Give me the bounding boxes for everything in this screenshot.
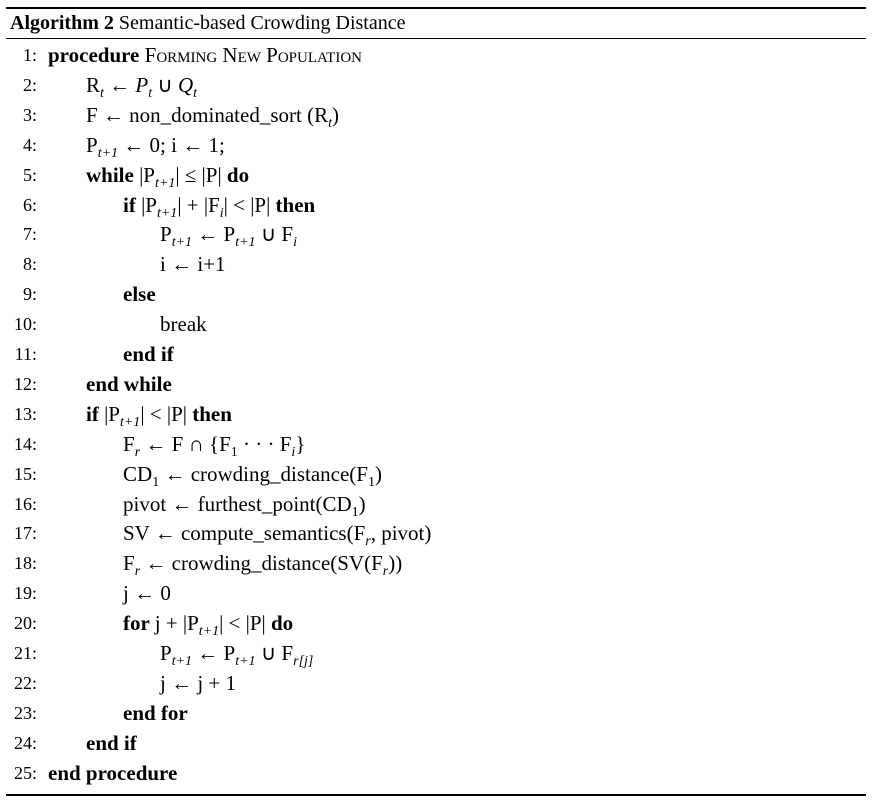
subscript: t bbox=[328, 115, 332, 131]
expression-text: P bbox=[160, 222, 172, 247]
expression-text: | + |F bbox=[177, 192, 220, 217]
expression-text: ← P bbox=[192, 641, 236, 665]
keyword: if bbox=[123, 192, 142, 217]
expression-text: CD bbox=[123, 461, 153, 486]
keyword: if bbox=[86, 401, 105, 426]
bottom-rule bbox=[6, 794, 866, 796]
line-number: 5: bbox=[22, 164, 37, 185]
line-number: 8: bbox=[22, 254, 37, 275]
expression-text: | < |P| bbox=[219, 611, 271, 636]
expression-text: ← P bbox=[192, 222, 236, 247]
expression-text: ← crowding_distance(SV(F bbox=[140, 551, 383, 576]
line-number: 21: bbox=[13, 643, 37, 663]
subscript: i bbox=[291, 444, 296, 460]
expression-text: break bbox=[160, 312, 207, 337]
expression-text: pivot ← furthest_point(CD bbox=[123, 491, 352, 516]
keyword: do bbox=[226, 162, 250, 187]
algorithm-caption bbox=[10, 8, 405, 38]
line-content bbox=[123, 339, 174, 369]
line-number: 10: bbox=[13, 314, 37, 335]
expression-text: ∪ F bbox=[255, 222, 294, 247]
line-number: 15: bbox=[13, 463, 37, 484]
expression-text: Forming New Population bbox=[144, 43, 362, 67]
line-number: 17: bbox=[13, 523, 37, 544]
expression-text: i ← i+1 bbox=[160, 252, 226, 277]
expression-text: F ← non_dominated_sort (R bbox=[86, 102, 329, 127]
keyword: else bbox=[123, 282, 156, 307]
expression-text: j ← j + 1 bbox=[160, 670, 237, 695]
line-number: 25: bbox=[13, 762, 37, 783]
expression-text: ← crowding_distance(F bbox=[159, 461, 368, 486]
caption-rule bbox=[6, 38, 866, 39]
line-content bbox=[160, 668, 236, 698]
keyword: for bbox=[123, 611, 155, 636]
expression-text: P bbox=[160, 641, 172, 665]
line-content bbox=[160, 309, 207, 339]
expression-text: F bbox=[123, 431, 135, 456]
line-content bbox=[48, 758, 177, 788]
expression-text: P bbox=[86, 132, 98, 157]
expression-text: |P bbox=[141, 192, 157, 217]
expression-text: ) bbox=[374, 461, 382, 486]
subscript: t+1 bbox=[171, 235, 193, 251]
keyword: then bbox=[192, 401, 232, 426]
line-number: 1: bbox=[22, 45, 37, 65]
expression-text: F bbox=[123, 551, 135, 576]
subscript: r bbox=[134, 564, 141, 580]
keyword: end if bbox=[86, 730, 137, 755]
subscript: r[j] bbox=[293, 654, 314, 669]
line-number: 16: bbox=[13, 493, 37, 514]
line-number: 3: bbox=[22, 104, 37, 125]
subscript: t+1 bbox=[235, 235, 256, 251]
subscript: 1 bbox=[367, 474, 375, 490]
line-number: 2: bbox=[22, 74, 37, 95]
line-content bbox=[48, 40, 362, 70]
keyword: then bbox=[275, 192, 316, 217]
subscript: t bbox=[148, 85, 153, 101]
line-number: 14: bbox=[13, 433, 37, 454]
subscript: t+1 bbox=[235, 654, 256, 669]
line-content bbox=[86, 728, 137, 758]
line-number: 7: bbox=[22, 224, 37, 245]
line-number: 20: bbox=[13, 613, 37, 634]
expression-text: P bbox=[135, 72, 149, 97]
keyword: end for bbox=[123, 700, 188, 725]
expression-text: j ← 0 bbox=[123, 581, 171, 606]
expression-text: ∪ F bbox=[255, 641, 294, 665]
line-number: 13: bbox=[13, 403, 37, 424]
subscript: t+1 bbox=[119, 414, 141, 430]
line-number: 22: bbox=[13, 672, 37, 693]
expression-text: |P bbox=[104, 401, 120, 426]
expression-text: | < |P| bbox=[223, 192, 276, 217]
expression-text: j + |P bbox=[154, 611, 199, 636]
line-content bbox=[160, 249, 226, 279]
keyword: end procedure bbox=[48, 760, 178, 785]
keyword: end if bbox=[123, 342, 174, 366]
expression-text: ← 0; i ← 1; bbox=[118, 132, 225, 157]
expression-text: | < |P| bbox=[140, 401, 193, 426]
subscript: r bbox=[134, 444, 141, 460]
expression-text: Q bbox=[178, 72, 194, 97]
line-number: 11: bbox=[14, 344, 37, 364]
line-content bbox=[123, 578, 171, 608]
keyword: end while bbox=[86, 371, 172, 396]
subscript: t+1 bbox=[97, 145, 119, 161]
expression-text: } bbox=[295, 431, 306, 456]
keyword: procedure bbox=[48, 43, 145, 67]
line-number: 24: bbox=[13, 732, 37, 753]
keyword: do bbox=[270, 611, 294, 636]
line-number: 19: bbox=[13, 583, 37, 604]
line-number: 23: bbox=[13, 702, 37, 723]
subscript: t bbox=[100, 85, 104, 101]
expression-text: , pivot) bbox=[370, 521, 432, 546]
expression-text: ← bbox=[103, 72, 136, 97]
expression-text: ) bbox=[358, 491, 366, 516]
subscript: 1 bbox=[351, 504, 359, 520]
subscript: r bbox=[365, 534, 371, 550]
expression-text: · · · F bbox=[237, 431, 292, 456]
line-number: 18: bbox=[13, 553, 37, 574]
expression-text: SV ← compute_semantics(F bbox=[123, 521, 366, 546]
expression-text: ∪ bbox=[152, 72, 178, 97]
subscript: t+1 bbox=[154, 175, 176, 191]
line-content bbox=[123, 279, 156, 309]
algorithm-title: Semantic-based Crowding Distance bbox=[113, 12, 406, 34]
subscript: t+1 bbox=[171, 654, 193, 669]
subscript: t bbox=[193, 85, 198, 101]
expression-text: ) bbox=[331, 102, 339, 127]
expression-text: ← F ∩ {F bbox=[140, 431, 231, 456]
subscript: 1 bbox=[152, 474, 160, 490]
subscript: t+1 bbox=[156, 205, 178, 221]
line-number: 4: bbox=[22, 134, 37, 155]
expression-text: | ≤ |P| bbox=[175, 162, 227, 187]
subscript: i bbox=[219, 205, 224, 221]
subscript: i bbox=[293, 235, 298, 251]
subscript: r bbox=[382, 564, 389, 580]
subscript: 1 bbox=[230, 444, 238, 460]
line-number: 9: bbox=[22, 284, 37, 305]
expression-text: R bbox=[86, 72, 101, 97]
algorithm-label: Algorithm 2 bbox=[10, 12, 114, 34]
keyword: while bbox=[86, 162, 140, 187]
subscript: t+1 bbox=[198, 624, 220, 640]
line-number: 6: bbox=[22, 194, 37, 215]
expression-text: |P bbox=[139, 162, 155, 187]
line-content bbox=[86, 369, 172, 399]
line-number: 12: bbox=[13, 373, 37, 394]
expression-text: )) bbox=[388, 551, 403, 576]
line-content bbox=[123, 698, 188, 728]
